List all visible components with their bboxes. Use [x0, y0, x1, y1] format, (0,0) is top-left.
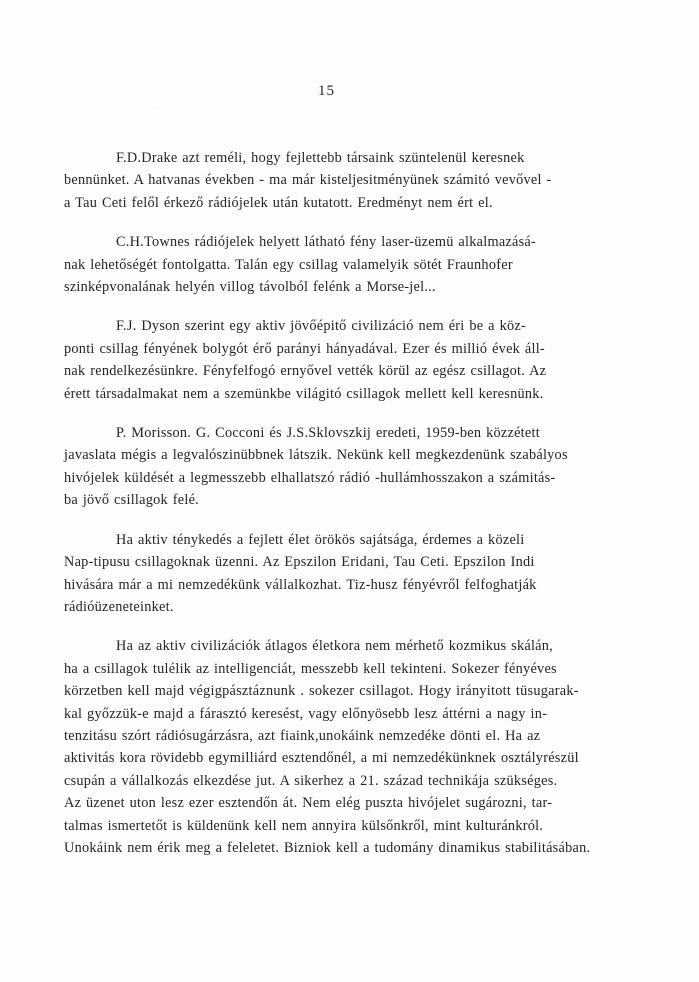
text-line: rádióüzeneteinket. — [64, 598, 174, 615]
text-block — [64, 147, 646, 859]
text-line: kal győzzük-e majd a fárasztó keresést, vagy előnyösebb lesz áttérni a nagy in- — [64, 705, 548, 722]
text-line: Unokáink nem érik meg a feleletet. Bizniok kell a tudomány dinamikus stabilitásában. — [64, 839, 591, 856]
text-line: talmas ismertetőt is küldenünk kell nem annyira külsőnkről, mint kulturánkról. — [64, 817, 544, 834]
text-line: nak lehetőségét fontolgatta. Talán egy csillag valamelyik sötét Fraunhofer — [64, 256, 513, 273]
text-line: ha a csillagok tulélik az intelligenciát, messzebb kell tekinteni. Sokezer fényéves — [64, 660, 557, 677]
text-line: nak rendelkezésünkre. Fényfelfogó ernyővel vették körül az egész csillagot. Az — [64, 363, 547, 380]
text-line: Nap-tipusu csillagoknak üzenni. Az Epszilon Eridani, Tau Ceti. Epszilon Indi — [64, 554, 535, 571]
paragraph — [64, 231, 646, 298]
paragraph — [64, 635, 646, 859]
text-line: hivójelek küldését a legmesszebb elhallatszó rádió -hullámhosszakon a számitás- — [64, 469, 556, 486]
text-line: P. Morisson. G. Cocconi és J.S.Sklovszkij eredeti, 1959-ben közzétett — [116, 425, 540, 442]
text-line: bennünket. A hatvanas években - ma már kisteljesitményünek számitó vevővel - — [64, 172, 552, 189]
text-line: Ha az aktiv civilizációk átlagos életkora nem mérhető kozmikus skálán, — [116, 638, 553, 655]
text-line: hivására már a mi nemzedékünk vállalkozhat. Tiz-husz fényévről felfoghatják — [64, 576, 537, 593]
text-line: csupán a vállalkozás elkezdése jut. A sikerhez a 21. század technikája szükséges. — [64, 772, 558, 789]
text-line: javaslata mégis a legvalószinübbnek látszik. Nekünk kell megkezdenünk szabályos — [64, 447, 568, 464]
text-line: Ha aktiv ténykedés a fejlett élet örökös sajátsága, érdemes a közeli — [116, 531, 525, 548]
text-line: szinképvonalának helyén villog távolból felénk a Morse-jel... — [64, 279, 436, 296]
text-line: a Tau Ceti felől érkező rádiójelek után kutatott. Eredményt nem ért el. — [64, 194, 493, 211]
text-line: C.H.Townes rádiójelek helyett látható fény laser-üzemü alkalmazásá- — [116, 234, 537, 251]
text-line: aktivitás kora rövidebb egymilliárd esztendőnél, a mi nemzedékünknek osztályrészül — [64, 750, 579, 767]
paragraph — [64, 315, 646, 405]
page-number: 15 — [318, 83, 335, 99]
text-line: körzetben kell majd végigpásztáznunk . sokezer csillagot. Hogy irányitott tüsugarak- — [64, 683, 579, 700]
paragraph — [64, 422, 646, 512]
paragraph — [64, 147, 646, 214]
text-line: érett társadalmakat nem a szemünkbe világitó csillagok mellett kell keresnünk. — [64, 385, 544, 402]
text-line: tenzitásu szórt rádiósugárzásra, azt fiaink,unokáink nemzedéke dönti el. Ha az — [64, 727, 541, 744]
text-line: ba jövő csillagok felé. — [64, 492, 199, 509]
paragraph — [64, 529, 646, 619]
text-line: F.D.Drake azt reméli, hogy fejlettebb társaink szüntelenül keresnek — [116, 150, 525, 166]
text-line: F.J. Dyson szerint egy aktiv jövőépitő civilizáció nem éri be a köz- — [116, 318, 526, 335]
text-line: Az üzenet uton lesz ezer esztendőn át. Nem elég puszta hivójelet sugározni, tar- — [64, 795, 553, 812]
text-line: ponti csillag fényének bolygót érő parányi hányadával. Ezer és millió évek áll- — [64, 340, 545, 357]
